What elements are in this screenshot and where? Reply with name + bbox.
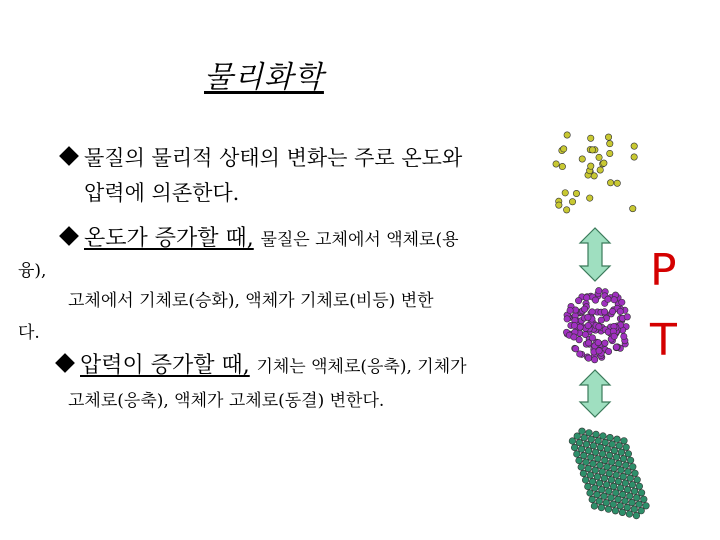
liquid-particles: [563, 287, 630, 362]
double-arrow-icon: [580, 228, 610, 281]
particle: [619, 299, 625, 305]
bullet-3-rest: 기체는 액체로(응축), 기체가: [256, 357, 467, 377]
bullet-3-cont-1: 고체로(응축), 액체가 고체로(동결) 변한다.: [68, 391, 385, 411]
particle: [598, 504, 605, 511]
particle: [630, 205, 636, 211]
pressure-label: P: [650, 245, 677, 296]
particle: [611, 297, 617, 303]
particle: [619, 509, 626, 516]
particle: [624, 314, 630, 320]
particle: [596, 154, 602, 160]
gas-particles: [553, 132, 637, 213]
particle: [569, 199, 575, 205]
particle: [631, 143, 637, 149]
particle: [626, 511, 633, 518]
particle: [575, 297, 581, 303]
particle: [617, 308, 623, 314]
particle: [612, 508, 619, 515]
particle: [613, 344, 619, 350]
phase-illustration: [540, 125, 650, 520]
particle: [596, 348, 602, 354]
bullet-2-cont-2: 고체에서 기체로(승화), 액체가 기체로(비등) 변한: [68, 291, 434, 311]
bullet-2-cont-3: 다.: [18, 323, 40, 343]
particle: [580, 470, 587, 477]
particle: [585, 322, 591, 328]
particle: [571, 334, 577, 340]
particle: [556, 202, 562, 208]
particle: [621, 333, 627, 339]
particle: [589, 147, 595, 153]
particle: [571, 444, 578, 451]
particle: [588, 135, 594, 141]
solid-particles: [569, 428, 649, 519]
bullet-2-rest: 물질은 고체에서 액체로(용: [260, 230, 459, 250]
bullet-3-lead: 압력이 증가할 때,: [80, 353, 250, 378]
particle: [631, 154, 637, 160]
particle: [592, 297, 598, 303]
particle: [605, 134, 611, 140]
particle: [591, 503, 598, 510]
particle: [633, 512, 640, 519]
particle: [588, 163, 594, 169]
diamond-bullet-icon: [59, 226, 79, 246]
particle: [581, 306, 587, 312]
particle: [605, 296, 611, 302]
bullet-1-line-2: 압력에 의존한다.: [84, 181, 240, 205]
bullet-3-line-1: [58, 352, 467, 380]
particle: [585, 355, 591, 361]
particle: [567, 307, 573, 313]
particle: [601, 309, 607, 315]
bullet-2-line-1: [62, 225, 459, 253]
particle: [602, 340, 608, 346]
bullet-2-cont-1: 융),: [18, 261, 47, 281]
particle: [609, 308, 615, 314]
particle: [605, 348, 611, 354]
particle: [607, 140, 613, 146]
particle: [601, 160, 607, 166]
particle: [582, 477, 589, 484]
particle: [595, 339, 601, 345]
particle: [571, 322, 577, 328]
bullet-2-lead: 온도가 증가할 때,: [84, 226, 254, 251]
bullet-1-line-1: [62, 145, 462, 171]
particle: [598, 317, 604, 323]
particle: [578, 464, 585, 471]
particle: [589, 496, 596, 503]
particle: [559, 163, 565, 169]
particle: [585, 483, 592, 490]
particle: [597, 167, 603, 173]
bullet-1-text-1: 물질의 물리적 상태의 변화는 주로 온도와: [84, 146, 463, 170]
particle: [585, 340, 591, 346]
particle: [576, 457, 583, 464]
particle: [564, 132, 570, 138]
particle: [611, 333, 617, 339]
particle: [573, 190, 579, 196]
double-arrow-icon: [580, 370, 610, 417]
particle: [583, 295, 589, 301]
particle: [614, 180, 620, 186]
particle: [560, 146, 566, 152]
particle: [574, 451, 581, 458]
particle: [585, 314, 591, 320]
particle: [587, 195, 593, 201]
particle: [563, 207, 569, 213]
particle: [596, 287, 602, 293]
page-title: 물리화학: [204, 60, 324, 95]
particle: [607, 180, 613, 186]
particle: [577, 324, 583, 330]
particle: [564, 316, 570, 322]
particle: [579, 156, 585, 162]
particle: [577, 351, 583, 357]
particle: [605, 506, 612, 513]
diamond-bullet-icon: [59, 146, 79, 166]
particle: [569, 438, 576, 445]
particle: [596, 323, 602, 329]
temperature-label: T: [650, 315, 677, 366]
particle: [591, 357, 597, 363]
particle: [587, 490, 594, 497]
particle: [553, 161, 559, 167]
particle: [607, 150, 613, 156]
diamond-bullet-icon: [55, 353, 75, 373]
particle: [562, 190, 568, 196]
